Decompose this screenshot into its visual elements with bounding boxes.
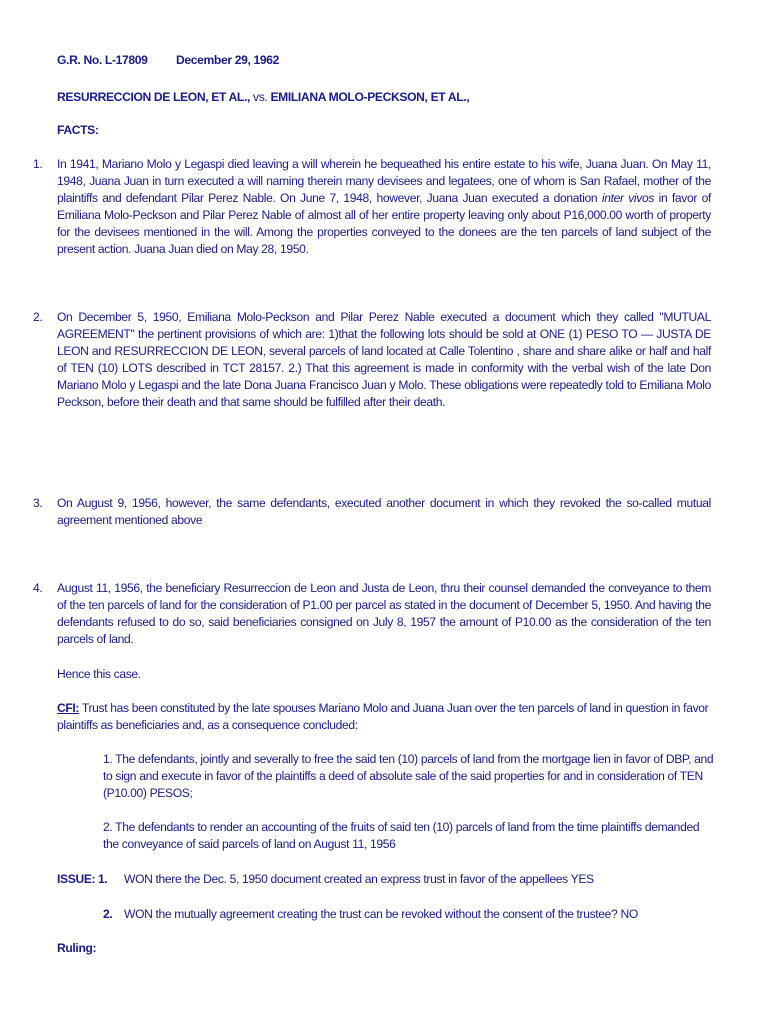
versus-label: vs. bbox=[253, 90, 268, 104]
fact-1-text-b: in favor of Emiliana Molo-Peckson and Pilar Perez Nable of almost all of her entire property leaving only about P16,000.00 worth of property for the devisees mentioned in the will. Among the properties conveyed to the donees are the ten parcels of land subject of the present action. Juana Juan died on May 28, 1950. bbox=[57, 191, 711, 256]
cfi-item-2: 2. The defendants to render an accounting of the fruits of said ten (10) parcels of land from the time plaintiffs demanded the conveyance of said parcels of land on August 11, 1956 bbox=[103, 820, 700, 851]
fact-1-text-a: In 1941, Mariano Molo y Legaspi died leaving a will wherein he bequeathed his entire estate to his wife, Juana Juan. On May 11, 1948, Juana Juan in turn executed a will naming therein many devisees and legatees, one of whom is San Rafael, mother of the plaintiffs and defendant Pilar Perez Nable. On June 7, 1948, however, Juana Juan executed a donation bbox=[57, 157, 711, 205]
cfi-label: CFI: bbox=[57, 701, 80, 715]
fact-1-italic: inter vivos bbox=[601, 191, 655, 205]
fact-number: 2. bbox=[33, 310, 43, 324]
fact-number: 1. bbox=[33, 157, 43, 171]
fact-paragraph-2: On December 5, 1950, Emiliana Molo-Peckson and Pilar Perez Nable executed a document which they called "MUTUAL AGREEMENT" the pertinent provisions of which are: 1)that the following lots should be sold at ONE (1) PESO TO — JUSTA DE LEON and RESURRECCION DE LEON, several parcels of land located at Calle Tolentino , share and share alike or half and half of TEN (10) LOTS described in TCT 28157. 2.) That this agreement is made in conformity with the verbal wish of the late Don Mariano Molo y Legaspi and the late Dona Juana Francisco Juan y Molo. These obligations were repeatedly told to Emiliana Molo Peckson, before their death and that same should be fulfilled after their death. bbox=[57, 310, 711, 409]
case-number: G.R. No. L-17809 bbox=[57, 53, 148, 67]
issue-item-2: WON the mutually agreement creating the trust can be revoked without the consent of the trustee? NO bbox=[124, 907, 638, 921]
plaintiff-name: RESURRECCION DE LEON, ET AL., bbox=[57, 90, 250, 104]
fact-paragraph-3: On August 9, 1956, however, the same defendants, executed another document in which they revoked the so-called mutual agreement mentioned above bbox=[57, 496, 711, 527]
facts-heading: FACTS: bbox=[57, 123, 99, 137]
fact-paragraph-4: August 11, 1956, the beneficiary Resurreccion de Leon and Justa de Leon, thru their counsel demanded the conveyance to them of the ten parcels of land for the consideration of P1.00 per parcel as stated in the document of December 5, 1950. And having the defendants refused to do so, said beneficiaries consigned on July 8, 1957 the amount of P10.00 as the consideration of the ten parcels of land. bbox=[57, 581, 711, 646]
defendant-name: EMILIANA MOLO-PECKSON, ET AL., bbox=[270, 90, 470, 104]
cfi-item-1: 1. The defendants, jointly and severally to free the said ten (10) parcels of land from the mortgage lien in favor of DBP, and to sign and execute in favor of the plaintiffs a deed of absolute sale of the said properties for and in consideration of TEN (P10.00) PESOS; bbox=[103, 752, 714, 800]
issue-item-1: WON there the Dec. 5, 1950 document created an express trust in favor of the appellees YES bbox=[124, 872, 594, 886]
issue-label: ISSUE: bbox=[57, 872, 96, 886]
hence-line: Hence this case. bbox=[57, 667, 141, 681]
cfi-paragraph bbox=[57, 700, 711, 734]
issue-number: 2. bbox=[103, 907, 113, 921]
fact-number: 4. bbox=[33, 581, 43, 595]
cfi-text: Trust has been constituted by the late spouses Mariano Molo and Juana Juan over the ten parcels of land in question in favor plaintiffs as beneficiaries and, as a consequence concluded: bbox=[57, 701, 709, 732]
fact-paragraph-1 bbox=[57, 156, 711, 258]
fact-number: 3. bbox=[33, 496, 43, 510]
issue-number: 1. bbox=[98, 872, 108, 886]
case-date: December 29, 1962 bbox=[176, 53, 279, 67]
case-title bbox=[57, 89, 469, 106]
ruling-label: Ruling: bbox=[57, 941, 97, 955]
